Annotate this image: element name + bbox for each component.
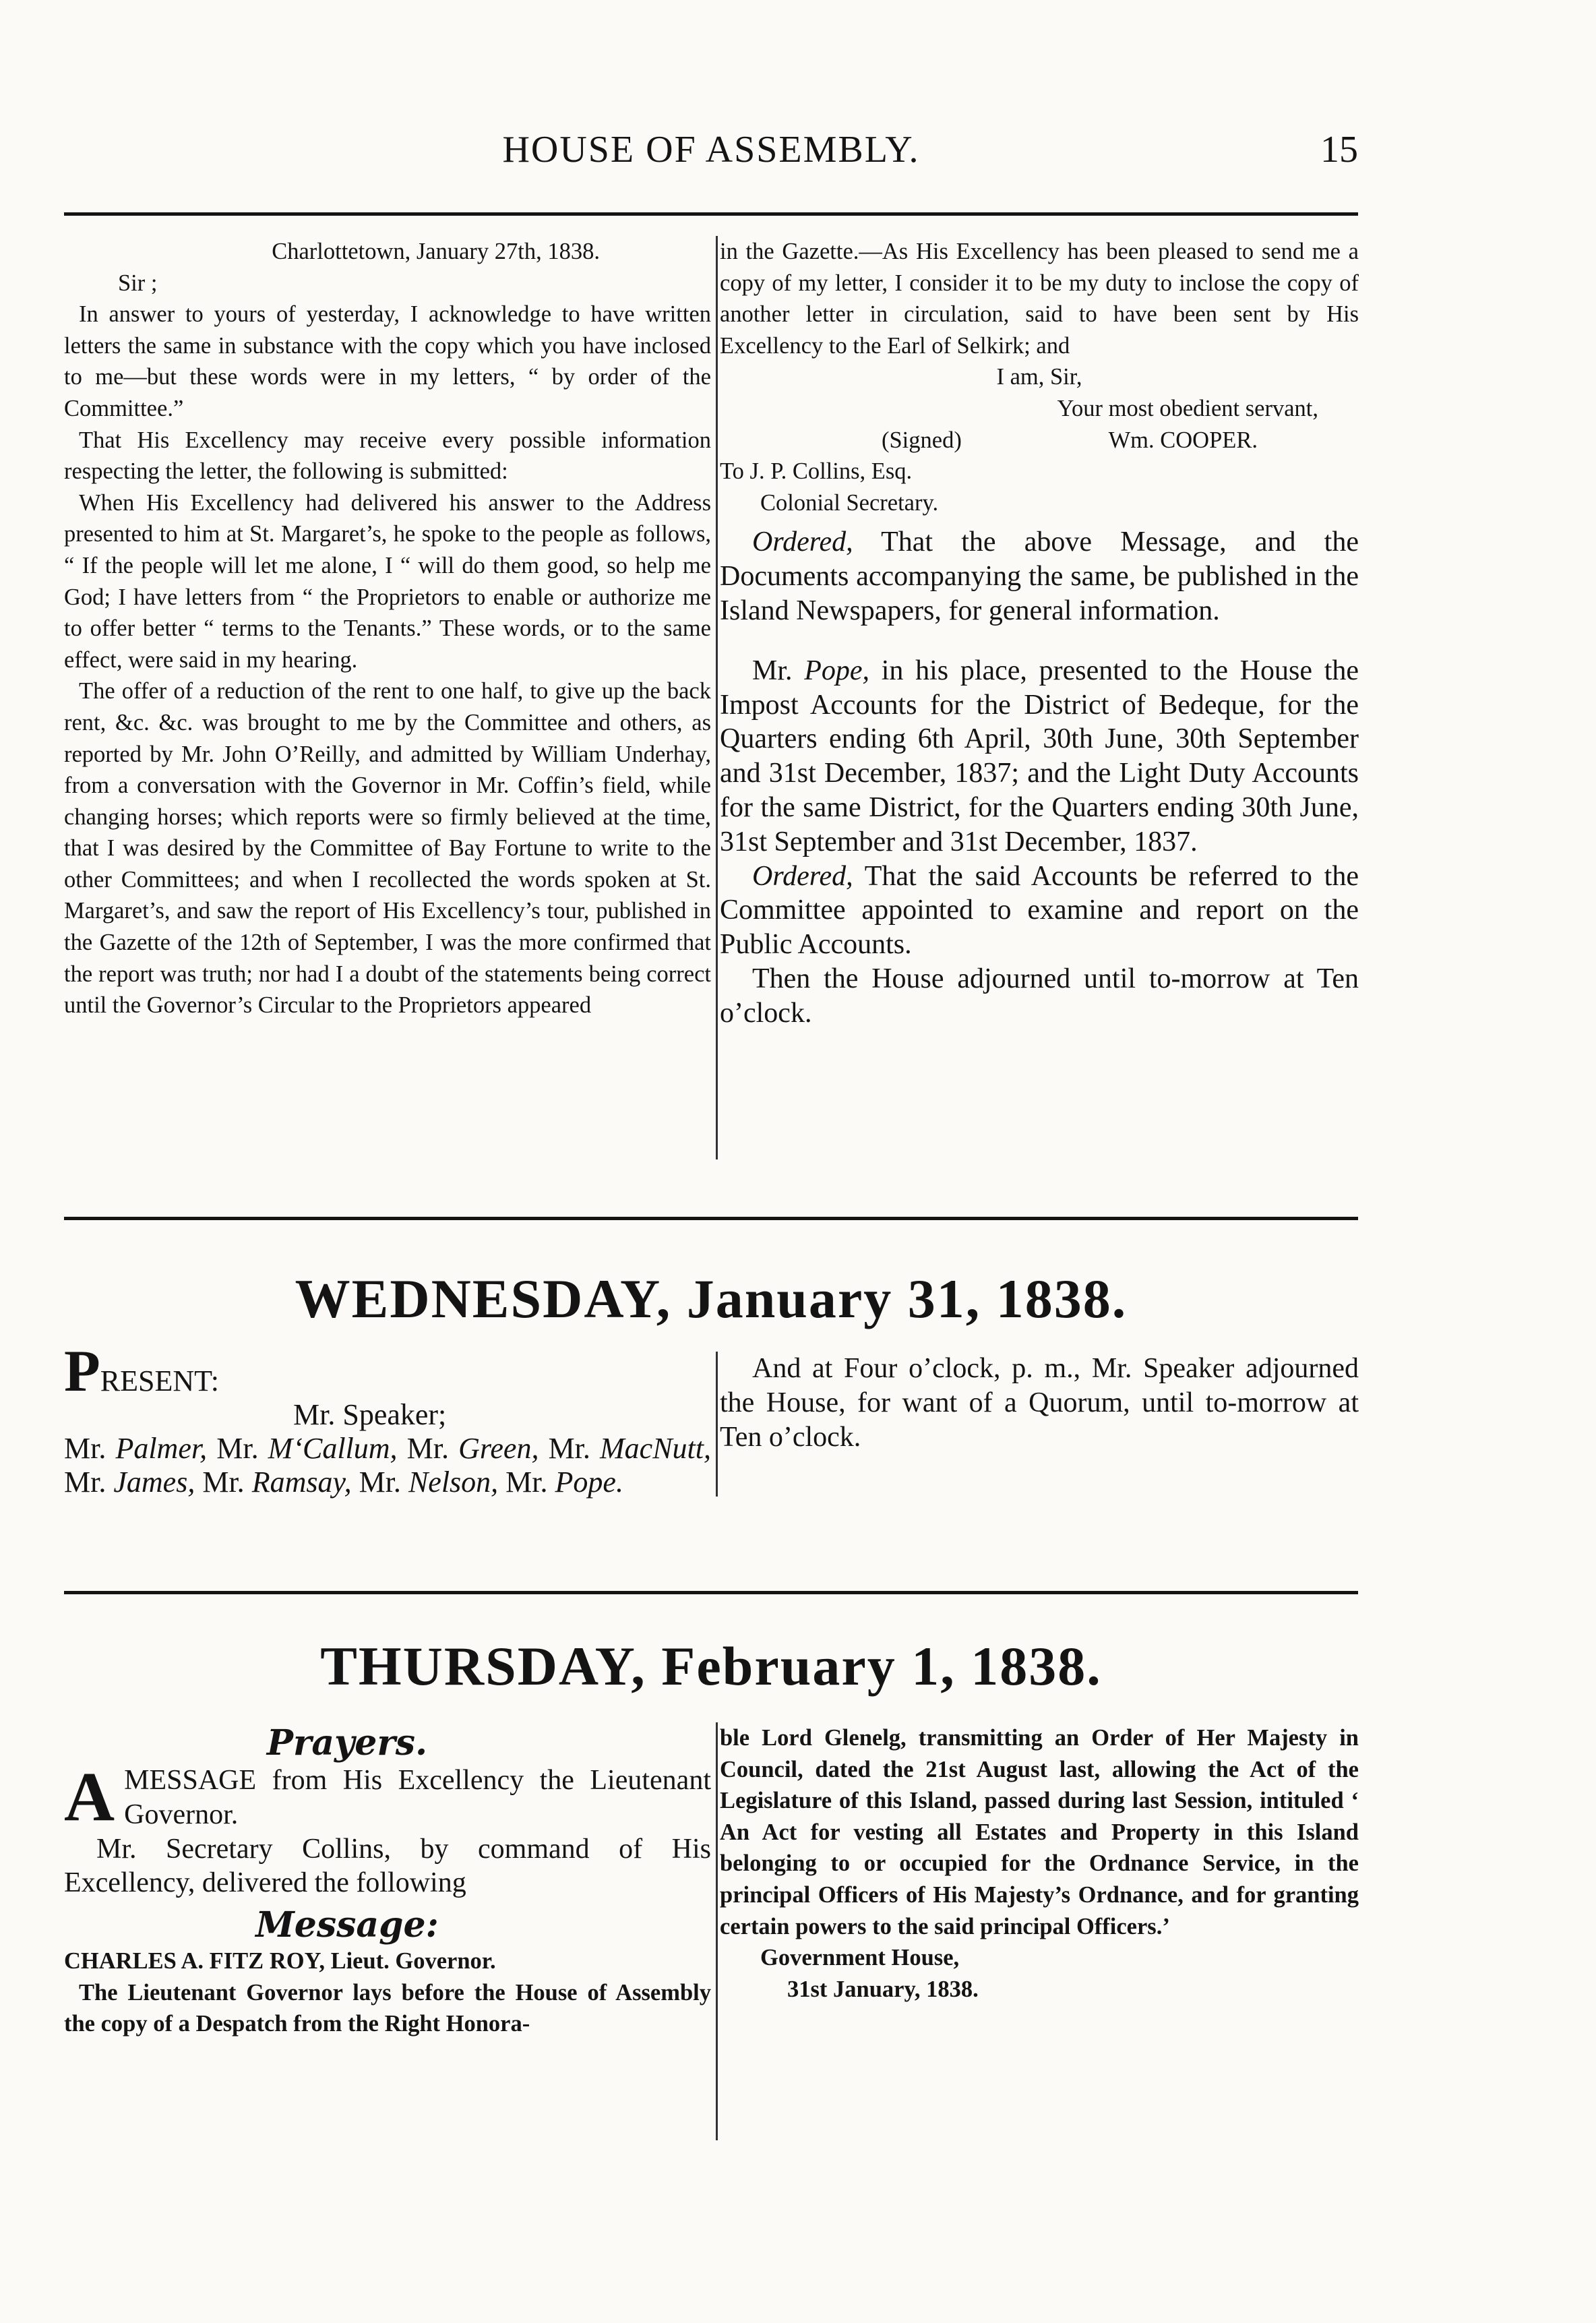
message-body: ble Lord Glenelg, transmitting an Order of Her Majesty in Council, dated the 21st August last, allowing the Act of the Legislature of this Island, passed during last Session, intituled ‘ An Act for vesting all Estates and Property in this Island belonging to or occupied for the Ordnance Service, in the principal Officers of His Majesty’s Ordnance, and for granting certain powers to the said principal Officers.’ xyxy=(720,1725,1359,1939)
member-name: M‘Callum, xyxy=(268,1432,398,1465)
thursday-column-right xyxy=(720,1722,1359,2005)
ordered-paragraph: Ordered, That the above Message, and the Documents accompanying the same, be published in the Island Newspapers, for general information. xyxy=(720,526,1359,626)
letter-column-right xyxy=(720,236,1359,1031)
adjourn-paragraph: And at Four o’clock, p. m., Mr. Speaker adjourned the House, for want of a Quorum, until to-morrow at Ten o’clock. xyxy=(720,1353,1359,1453)
ordered-lead: Ordered, xyxy=(752,860,853,892)
page-number: 15 xyxy=(1320,129,1358,171)
section-rule xyxy=(64,1217,1358,1220)
member-name: Ramsay, xyxy=(251,1466,352,1499)
letter-closing: Your most obedient servant, xyxy=(1057,395,1318,421)
letter-paragraph: That His Excellency may receive every possible information respecting the letter, the following is submitted: xyxy=(64,427,711,485)
letter-addressee: To J. P. Collins, Esq. xyxy=(720,458,913,485)
letter-column-left xyxy=(64,236,711,1021)
signed-label: (Signed) xyxy=(882,427,962,453)
prayers-heading: Prayers. xyxy=(266,1722,428,1763)
members-line xyxy=(64,1432,711,1499)
member-name: Pope, xyxy=(804,655,870,686)
member-entry: Mr. MacNutt, xyxy=(548,1432,711,1465)
page-header xyxy=(64,128,1358,189)
drop-cap: A xyxy=(64,1758,115,1836)
member-entry: Mr. Palmer, xyxy=(64,1432,208,1465)
thursday-column-left xyxy=(64,1722,711,2040)
secretary-paragraph: Mr. Secretary Collins, by command of His Excellency, delivered the following xyxy=(64,1833,711,1899)
member-name: Green, xyxy=(458,1432,539,1465)
thursday-heading: THURSDAY, February 1, 1838. xyxy=(320,1635,1102,1697)
message-body: The Lieutenant Governor lays before the House of Assembly the copy of a Despatch from the Right Honora- xyxy=(64,1979,711,2037)
member-entry: Mr. M‘Callum, xyxy=(216,1432,398,1465)
member-name: James, xyxy=(113,1466,195,1499)
present-label: PRESENT: xyxy=(64,1339,220,1404)
speaker-line: Mr. Speaker; xyxy=(293,1398,447,1431)
member-entry: Mr. Pope. xyxy=(505,1466,623,1499)
member-entry: Mr. Ramsay, xyxy=(202,1466,352,1499)
header-rule xyxy=(64,212,1358,216)
message-date: 31st January, 1838. xyxy=(787,1976,979,2002)
column-divider xyxy=(716,1722,718,2140)
section-rule xyxy=(64,1591,1358,1594)
letter-paragraph: in the Gazette.—As His Excellency has been pleased to send me a copy of my letter, I consider it to be my duty to inclose the copy of another letter in circulation, said to have been sent by His Excellency to the Earl of Selkirk; and xyxy=(720,239,1359,359)
ordered-paragraph: Ordered, That the said Accounts be referred to the Committee appointed to examine and report on the Public Accounts. xyxy=(720,860,1359,961)
message-place: Government House, xyxy=(760,1945,960,1971)
running-title: HOUSE OF ASSEMBLY. xyxy=(502,129,920,171)
member-name: Nelson, xyxy=(408,1466,499,1499)
wednesday-heading: WEDNESDAY, January 31, 1838. xyxy=(295,1268,1128,1329)
member-entry: Mr. James, xyxy=(64,1466,195,1499)
governor-line: CHARLES A. FITZ ROY, Lieut. Governor. xyxy=(64,1948,496,1974)
message-heading: Message: xyxy=(255,1904,439,1946)
column-divider xyxy=(716,1352,718,1497)
ordered-lead: Ordered, xyxy=(752,526,853,558)
member-name: Palmer, xyxy=(115,1432,208,1465)
message-intro: AMESSAGE from His Excellency the Lieutenant Governor. xyxy=(64,1758,711,1836)
letter-signature xyxy=(720,425,1359,456)
pope-paragraph: Mr. Pope, in his place, presented to the House the Impost Accounts for the District of Bedeque, for the Quarters ending 6th April, 30th June, 30th September and 31st December, 1837; and the Light Duty Accounts for the same District, for the Quarters ending 30th June, 31st September and 31st December, 1837. xyxy=(720,655,1359,857)
letter-paragraph: In answer to yours of yesterday, I acknowledge to have written letters the same in substance with the copy which you have inclosed to me—but these words were in my letters, “ by order of the Committee.” xyxy=(64,301,711,421)
member-entry: Mr. Green, xyxy=(406,1432,539,1465)
column-divider xyxy=(716,236,718,1159)
signer-name: Wm. COOPER. xyxy=(1108,427,1258,453)
member-name: MacNutt, xyxy=(600,1432,711,1465)
member-entry: Mr. Nelson, xyxy=(359,1466,499,1499)
present-list xyxy=(64,1339,711,1499)
letter-dateline: Charlottetown, January 27th, 1838. xyxy=(272,239,600,264)
letter-addressee-title: Colonial Secretary. xyxy=(760,489,939,516)
member-name: Pope. xyxy=(555,1466,623,1499)
letter-closing: I am, Sir, xyxy=(996,364,1082,390)
wednesday-adjourn-column xyxy=(720,1352,1359,1454)
letter-salutation: Sir ; xyxy=(118,270,158,296)
letter-paragraph: The offer of a reduction of the rent to one half, to give up the back rent, &c. &c. was brought to me by the Committee and others, as reported by Mr. John O’Reilly, and admitted by William Underhay, from a conversation with the Governor in Mr. Coffin’s field, while changing horses; which reports were so firmly believed at the time, that I was desired by the Committee of Bay Fortune to write to the other Committees; and when I recollected the words spoken at St. Margaret’s, and saw the report of His Excellency’s tour, published in the Gazette of the 12th of September, I was the more confirmed that the report was truth; nor had I a doubt of the statements being correct until the Governor’s Circular to the Proprietors appeared xyxy=(64,678,711,1019)
letter-paragraph: When His Excellency had delivered his answer to the Address presented to him at St. Margaret’s, he spoke to the people as follows, “ If the people will let me alone, I “ will do them good, so help me God; I have letters from “ the Proprietors to enable or authorize me to offer better “ terms to the Tenants.” These words, or to the same effect, were said in my hearing. xyxy=(64,489,711,673)
adjourn-paragraph: Then the House adjourned until to-morrow at Ten o’clock. xyxy=(720,963,1359,1029)
